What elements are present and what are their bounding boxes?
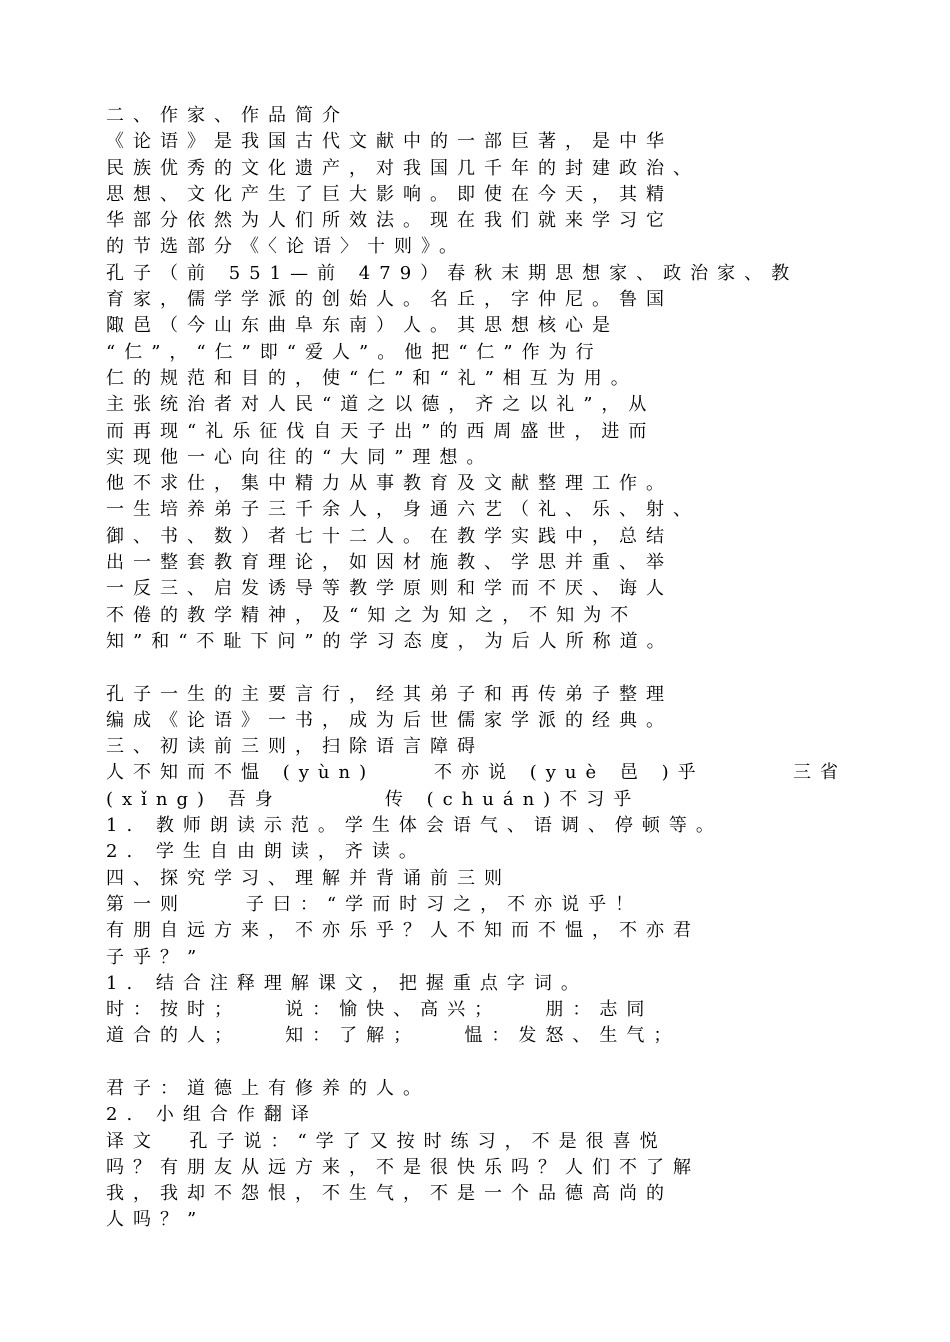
text-line: 孔子（前 551—前 479）春秋末期思想家、政治家、教 — [106, 262, 799, 284]
text-line: 编成《论语》一书，成为后世儒家学派的经典。 — [106, 709, 673, 731]
section-heading: 三、初读前三则，扫除语言障碍 — [106, 736, 484, 758]
text-line: 我，我却不怨恨，不生气，不是一个品德高尚的 — [106, 1183, 673, 1205]
text-line: 思想、文化产生了巨大影响。即使在今天，其精 — [106, 183, 673, 205]
text-line: 君子：道德上有修养的人。 — [106, 1077, 430, 1099]
text-line: 实现他一心向往的“大同”理想。 — [106, 446, 494, 468]
text-line: 主张统治者对人民“道之以德，齐之以礼”，从 — [106, 394, 656, 416]
text-line: 人吗？” — [106, 1209, 206, 1231]
text-line: 1. 教师朗读示范。学生体会语气、语调、停顿等。 — [106, 815, 723, 837]
text-line: 御、书、数）者七十二人。在教学实践中，总结 — [106, 525, 673, 547]
text-line: 知”和“不耻下问”的学习态度，为后人所称道。 — [106, 630, 674, 652]
text-line: 不倦的教学精神，及“知之为知之，不知为不 — [106, 604, 638, 626]
blank-line — [106, 1050, 858, 1076]
text-line: 1. 结合注释理解课文，把握重点字词。 — [106, 972, 588, 994]
text-line: 出一整套教育理论，如因材施教、学思并重、举 — [106, 552, 673, 574]
text-line: 而再现“礼乐征伐自天子出”的西周盛世，进而 — [106, 420, 656, 442]
text-line: 第一则 子曰：“学而时习之，不亦说乎！ — [106, 893, 643, 915]
section-heading: 四、探究学习、理解并背诵前三则 — [106, 867, 511, 889]
text-line: 二、作家、作品简介 — [106, 105, 349, 126]
text-line: 一反三、启发诱导等教学原则和学而不厌、诲人 — [106, 578, 673, 600]
text-line: 孔子一生的主要言行，经其弟子和再传弟子整理 — [106, 683, 673, 705]
text-line: 华部分依然为人们所效法。现在我们就来学习它 — [106, 210, 673, 232]
text-line: (xǐng) 吾身 传 (chuán)不习乎 — [106, 788, 641, 810]
blank-line — [106, 655, 858, 681]
text-line: 一生培养弟子三千余人，身通六艺（礼、乐、射、 — [106, 499, 700, 521]
document-body — [106, 103, 858, 1234]
text-line: 民族优秀的文化遗产，对我国几千年的封建政治、 — [106, 157, 700, 179]
text-line: 2. 学生自由朗读，齐读。 — [106, 841, 426, 863]
text-line: 的节选部分《〈论语〉十则》。 — [106, 236, 466, 258]
text-line: 陬邑（今山东曲阜东南）人。其思想核心是 — [106, 315, 619, 337]
text-line: 他不求仕，集中精力从事教育及文献整理工作。 — [106, 473, 673, 495]
text-line: 《论语》是我国古代文献中的一部巨著，是中华 — [106, 131, 673, 153]
text-line: 子乎？” — [106, 946, 206, 968]
text-line: 育家，儒学学派的创始人。名丘，字仲尼。鲁国 — [106, 289, 673, 311]
text-line: 吗？有朋友从远方来，不是很快乐吗？人们不了解 — [106, 1156, 700, 1178]
text-line: 有朋自远方来，不亦乐乎？人不知而不愠，不亦君 — [106, 920, 700, 942]
text-line: 仁的规范和目的，使“仁”和“礼”相互为用。 — [106, 367, 638, 389]
text-line: 译文 孔子说：“学了又按时练习，不是很喜悦 — [106, 1130, 667, 1152]
text-line: 人不知而不愠 (yùn) 不亦说 (yuè 邑 )乎 三省 — [106, 762, 847, 784]
text-line: “仁”，“仁”即“爱人”。他把“仁”作为行 — [106, 341, 603, 363]
text-line: 时：按时； 说：愉快、高兴； 朋：志同 — [106, 999, 654, 1021]
text-line: 2. 小组合作翻译 — [106, 1104, 318, 1126]
text-line: 道合的人； 知：了解； 愠：发怒、生气； — [106, 1025, 681, 1047]
